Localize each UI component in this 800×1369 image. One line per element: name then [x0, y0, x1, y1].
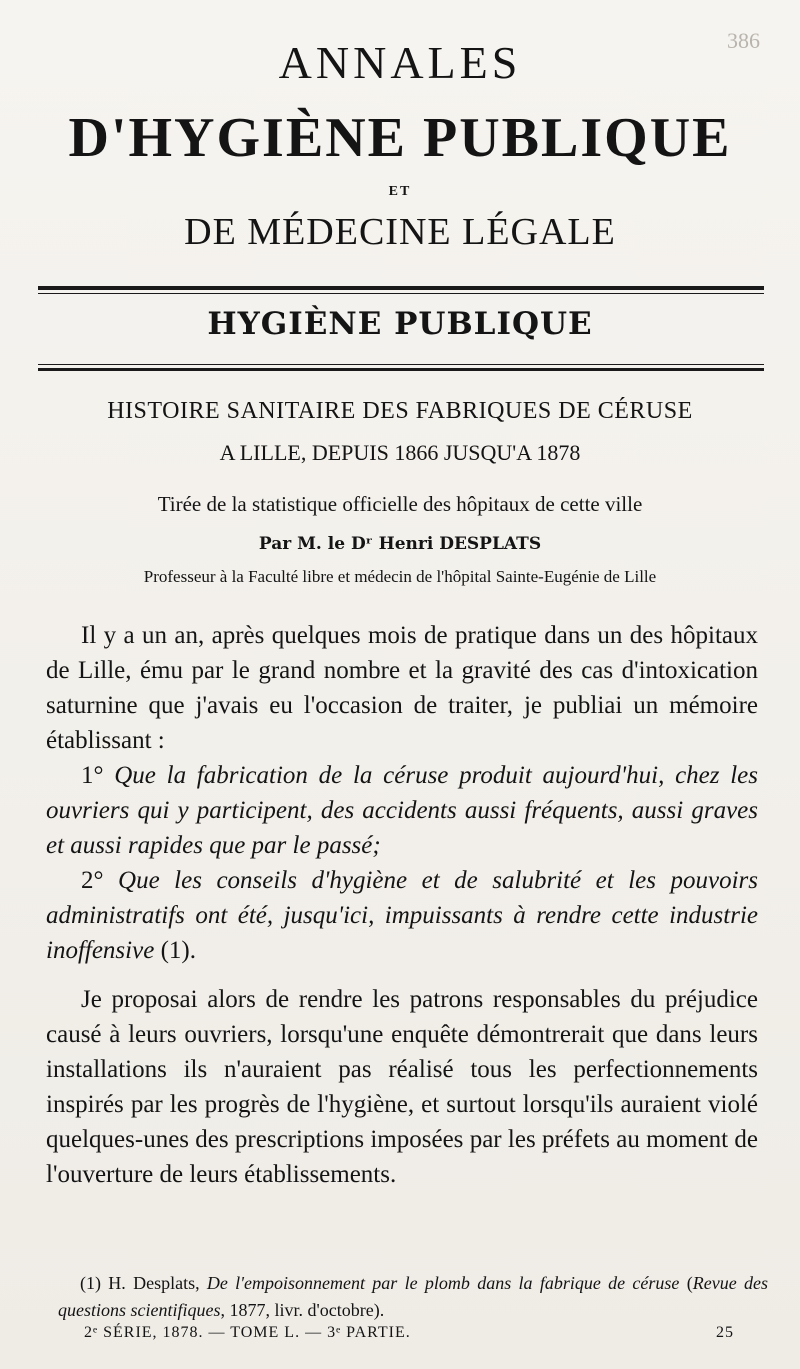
section-heading: HYGIÈNE PUBLIQUE — [207, 306, 593, 342]
journal-title-line2: D'HYGIÈNE PUBLIQUE — [68, 107, 732, 169]
item-text-1: Que la fabrication de la céruse produit aujourd'hui, chez les ouvriers qui y participent, des accidents aussi fréquents, aussi graves et aussi rapides que par le passé; — [46, 762, 758, 859]
journal-title-connector: ET — [388, 184, 412, 199]
paragraph-2 — [46, 758, 758, 863]
footnote-paren: ( — [679, 1273, 693, 1293]
series-info: 2ᵉ SÉRIE, 1878. — TOME L. — 3ᵉ PARTIE. — [84, 1324, 411, 1341]
article-title: HISTOIRE SANITAIRE DES FABRIQUES DE CÉRUSE — [107, 398, 693, 424]
item-text-2: Que les conseils d'hygiène et de salubrité et les pouvoirs administratifs ont été, jusqu'ici, impuissants à rendre cette industrie inoffensive — [46, 867, 759, 964]
paragraph-1: Il y a un an, après quelques mois de pratique dans un des hôpitaux de Lille, ému par le grand nombre et la gravité des cas d'intoxication saturnine que j'avais eu l'occasion de traiter, je publiai un mémoire établissant : — [46, 622, 758, 754]
author-affiliation: Professeur à la Faculté libre et médecin de l'hôpital Sainte-Eugénie de Lille — [143, 567, 657, 586]
footnote-reference: (1). — [154, 937, 196, 964]
header-rule-thick — [38, 286, 764, 290]
section-rule-thick — [38, 368, 764, 371]
bleed-through-page-number: 386 — [727, 28, 760, 53]
paragraph-4: Je proposai alors de rendre les patrons responsables du préjudice causé à leurs ouvriers, lorsqu'une enquête démontrerait que dans leurs installations ils n'auraient pas réalisé tous les perfectionnements inspirés par les progrès de l'hygiène, et surtout lorsqu'ils auraient violé quelques-unes des prescriptions imposées par les préfets au moment de l'ouverture de leurs établissements. — [46, 986, 758, 1188]
journal-title-line1: ANNALES — [278, 37, 522, 88]
footnote-prefix: (1) H. Desplats, — [80, 1273, 207, 1293]
page-number: 25 — [716, 1324, 734, 1341]
journal-title-line3: DE MÉDECINE LÉGALE — [184, 211, 616, 253]
item-number-2: 2° — [81, 867, 104, 894]
section-rule-thin — [38, 364, 764, 365]
footnote-cited-journal: Revue des questions scientifiques — [58, 1273, 768, 1320]
footnote — [58, 1270, 768, 1324]
article-body — [46, 618, 758, 1192]
footnote-cited-title: De l'empoisonnement par le plomb dans la fabrique de céruse — [206, 1273, 680, 1293]
article-subtitle: A LILLE, DEPUIS 1866 JUSQU'A 1878 — [219, 440, 581, 465]
footnote-rest: , 1877, livr. d'octobre). — [220, 1300, 385, 1320]
page-footer — [84, 1324, 734, 1342]
paragraph-3 — [46, 863, 758, 968]
article-byline: Par M. le Dʳ Henri DESPLATS — [258, 534, 542, 554]
item-number-1: 1° — [81, 762, 104, 789]
header-rule-thin — [38, 293, 764, 294]
article-source: Tirée de la statistique officielle des hôpitaux de cette ville — [157, 492, 643, 516]
